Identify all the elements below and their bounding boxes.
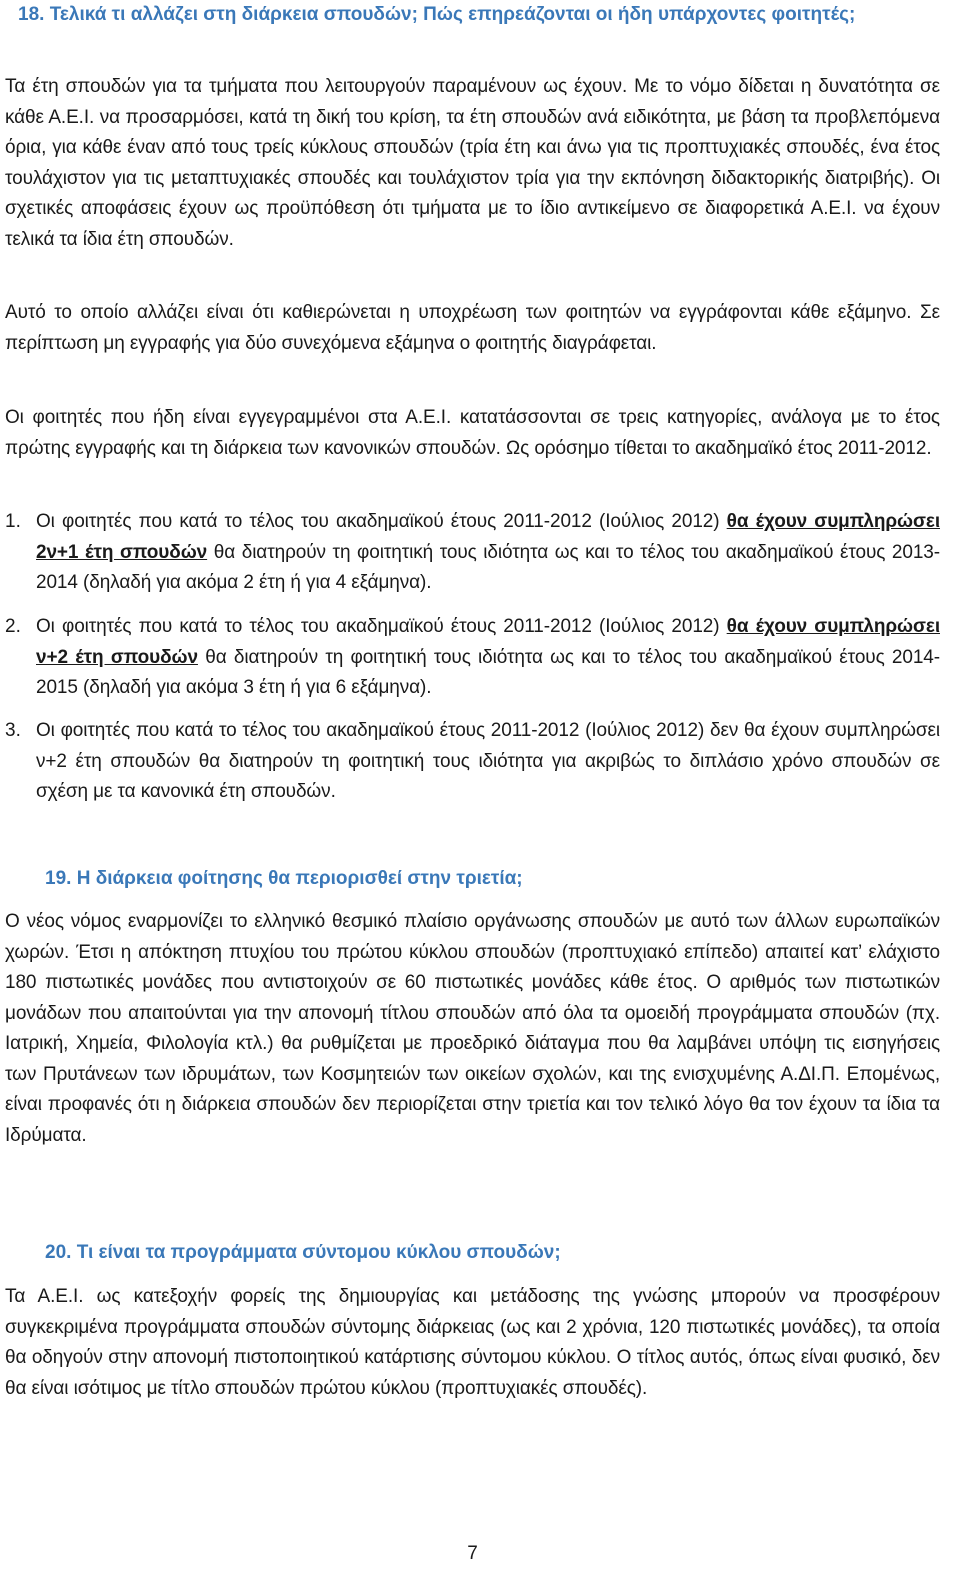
section-20-heading: 20. Τι είναι τα προγράμματα σύντομου κύκλου σπουδών; xyxy=(45,1242,561,1263)
list-item-text-post: θα διατηρούν τη φοιτητική τους ιδιότητα ως και το τέλος του ακαδημαϊκού έτους 2013-2014 (δηλαδή για ακόμα 2 έτη ή για 4 εξάμηνα). xyxy=(36,541,941,593)
section-19-paragraph: Ο νέος νόμος εναρμονίζει το ελληνικό θεσμικό πλαίσιο οργάνωσης σπουδών με αυτό των άλλων ευρωπαϊκών χωρών. Έτσι η απόκτηση πτυχίου του πρώτου κύκλου σπουδών (προπτυχιακό επίπεδο) απαιτεί κατ’ ελάχιστο 180 πιστωτικές μονάδες που αντιστοιχούν σε 60 πιστωτικές μονάδες κάθε έτος. Ο αριθμός των πιστωτικών μονάδων που απαιτούνται για την απονομή τίτλου σπουδών από όλα τα ομοειδή προγράμματα σπουδών (πχ. Ιατρική, Χημεία, Φιλολογία κτλ.) θα ρυθμίζεται με προεδρικό διάταγμα που θα λαμβάνει υπόψη τις εισηγήσεις των Πρυτάνεων των ιδρυμάτων, των Κοσμητειών των οικείων σχολών, και της ενισχυμένης Α.ΔΙ.Π. Επομένως, είναι προφανές ότι η διάρκεια σπουδών δεν περιορίζεται στην τριετία και τον τελικό λόγο θα τον έχουν τα ίδια τα Ιδρύματα. xyxy=(5,911,940,1146)
section-18-paragraph-2: Αυτό το οποίο αλλάζει είναι ότι καθιερώνεται η υποχρέωση των φοιτητών να εγγράφονται κάθε εξάμηνο. Σε περίπτωση μη εγγραφής για δύο συνεχόμενα εξάμηνα ο φοιτητής διαγράφεται. xyxy=(5,302,940,354)
section-18-paragraph-1: Τα έτη σπουδών για τα τμήματα που λειτουργούν παραμένουν ως έχουν. Με το νόμο δίδεται η δυνατότητα σε κάθε Α.Ε.Ι. να προσαρμόσει, κατά τη δική του κρίση, τα έτη σπουδών ανά ειδικότητα, με βάση τα προβλεπόμενα όρια, για κάθε έναν από τους τρείς κύκλους σπουδών (τρία έτη και άνω για τις προπτυχιακές σπουδές, ένα έτος τουλάχιστον για τις μεταπτυχιακές σπουδές και τουλάχιστον τρία για την εκπόνηση διδακτορικής διατριβής). Οι σχετικές αποφάσεις έχουν ως προϋπόθεση ότι τμήματα με το ίδιο αντικείμενο σε διαφορετικά Α.Ε.Ι. να έχουν τελικά τα ίδια έτη σπουδών. xyxy=(5,76,940,250)
list-item xyxy=(5,612,940,704)
section-20-paragraph: Τα Α.Ε.Ι. ως κατεξοχήν φορείς της δημιουργίας και μετάδοσης της γνώσης μπορούν να προσφέρουν συγκεκριμένα προγράμματα σπουδών σύντομης διάρκειας (ως και 2 χρόνια, 120 πιστωτικές μονάδες), τα οποία θα οδηγούν στην απονομή πιστοποιητικού κατάρτισης σύντομου κύκλου. Ο τίτλος αυτός, όπως είναι φυσικό, δεν θα είναι ισότιμος με τίτλο σπουδών πρώτου κύκλου (προπτυχιακές σπουδές). xyxy=(5,1286,940,1399)
list-item-text xyxy=(36,507,940,599)
list-item-number: 1. xyxy=(5,511,21,532)
list-item xyxy=(5,716,940,808)
section-18-heading: 18. Τελικά τι αλλάζει στη διάρκεια σπουδών; Πώς επηρεάζονται οι ήδη υπάρχοντες φοιτητές; xyxy=(18,4,856,25)
list-item-text xyxy=(36,612,940,704)
page-number: 7 xyxy=(467,1543,478,1564)
list-item xyxy=(5,507,940,599)
list-item-emphasis: θα έχουν συμπληρώσει 2ν+1 έτη σπουδών xyxy=(36,511,940,563)
list-item-emphasis: θα έχουν συμπληρώσει ν+2 έτη σπουδών xyxy=(36,616,940,668)
list-item-text-pre: Οι φοιτητές που κατά το τέλος του ακαδημαϊκού έτους 2011-2012 (Ιούλιος 2012) δεν θα έχουν συμπληρώσει ν+2 έτη σπουδών θα διατηρούν τη φοιτητική τους ιδιότητα για ακριβώς το διπλάσιο χρόνο σπουδών σε σχέση με τα κανονικά έτη σπουδών. xyxy=(36,720,940,802)
list-item-text-post: θα διατηρούν τη φοιτητική τους ιδιότητα ως και το τέλος του ακαδημαϊκού έτους 2014-2015 (δηλαδή για ακόμα 3 έτη ή για 6 εξάμηνα). xyxy=(36,646,940,698)
list-item-text-pre: Οι φοιτητές που κατά το τέλος του ακαδημαϊκού έτους 2011-2012 (Ιούλιος 2012) xyxy=(36,616,727,637)
list-item-text xyxy=(36,716,940,808)
section-18-paragraph-3: Οι φοιτητές που ήδη είναι εγγεγραμμένοι στα Α.Ε.Ι. κατατάσσονται σε τρεις κατηγορίες, ανάλογα με το έτος πρώτης εγγραφής και τη διάρκεια των κανονικών σπουδών. Ως ορόσημο τίθεται το ακαδημαϊκό έτος 2011-2012. xyxy=(5,407,940,459)
list-item-number: 2. xyxy=(5,616,21,637)
list-item-number: 3. xyxy=(5,720,21,741)
section-19-heading: 19. Η διάρκεια φοίτησης θα περιορισθεί στην τριετία; xyxy=(45,868,523,889)
list-item-text-pre: Οι φοιτητές που κατά το τέλος του ακαδημαϊκού έτους 2011-2012 (Ιούλιος 2012) xyxy=(36,511,727,532)
